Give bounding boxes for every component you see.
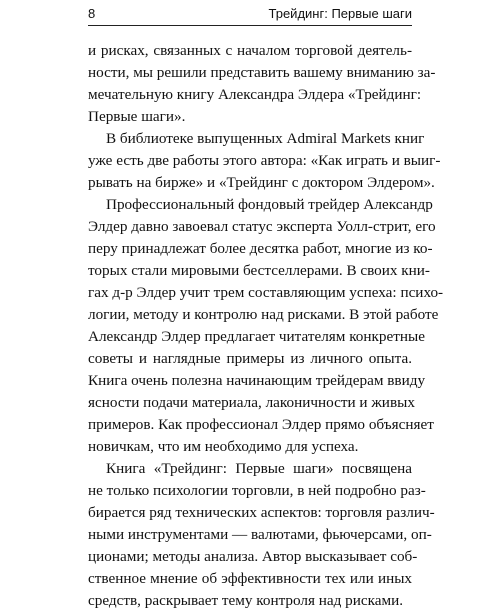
text-line: В библиотеке выпущенных Admiral Markets книг	[106, 130, 425, 147]
text-line: ционами; методы анализа. Автор высказывает соб-	[88, 548, 418, 565]
text-line: Александр Элдер предлагает читателям конкретные	[88, 328, 425, 345]
text-line: средств, раскрывает тему контроля над рисками.	[88, 592, 404, 609]
text-line: торых стали мировыми бестселлерами. В своих кни-	[88, 262, 430, 279]
text-line: Элдер давно завоевал статус эксперта Уолл-стрит, его	[88, 218, 436, 235]
header-rule	[88, 25, 412, 26]
text-line: ственное мнение об эффективности тех или иных	[88, 570, 412, 587]
text-line: Книга очень полезна начинающим трейдерам ввиду	[88, 372, 426, 389]
text-line: новичкам, что им необходимо для успеха.	[88, 438, 359, 455]
text-line: не только психологии торговли, в ней подробно раз-	[88, 482, 426, 499]
page-number: 8	[88, 6, 96, 21]
text-line: бирается ряд технических аспектов: торговля различ-	[88, 504, 435, 521]
text-line: ными инструментами — валютами, фьючерсами, оп-	[88, 526, 432, 543]
text-line: Первые шаги».	[88, 108, 186, 125]
text-line: гах д-р Элдер учит трем составляющим успеха: психо-	[88, 284, 444, 301]
text-line: рывать на бирже» и «Трейдинг с доктором Элдером».	[88, 174, 435, 191]
text-line: примеров. Как профессионал Элдер прямо объясняет	[88, 416, 434, 433]
text-line: Профессиональный фондовый трейдер Александр	[106, 196, 433, 213]
running-title: Трейдинг: Первые шаги	[268, 6, 412, 21]
text-line: ясности подачи материала, лаконичности и живых	[88, 394, 415, 411]
text-line: мечательную книгу Александра Элдера «Трейдинг:	[88, 86, 422, 103]
text-line: перу принадлежат более десятка работ, многие из ко-	[88, 240, 433, 257]
text-line: Книга «Трейдинг: Первые шаги» посвящена	[106, 460, 412, 477]
page-header	[88, 6, 412, 26]
text-line: ности, мы решили представить вашему вниманию за-	[88, 64, 436, 81]
text-line: и рисках, связанных с началом торговой деятель-	[88, 42, 412, 59]
text-line: советы и наглядные примеры из личного опыта.	[88, 350, 412, 367]
text-line: логии, методу и контролю над рисками. В этой работе	[88, 306, 439, 323]
body-text	[88, 40, 444, 612]
text-line: уже есть две работы этого автора: «Как играть и выиг-	[88, 152, 441, 169]
